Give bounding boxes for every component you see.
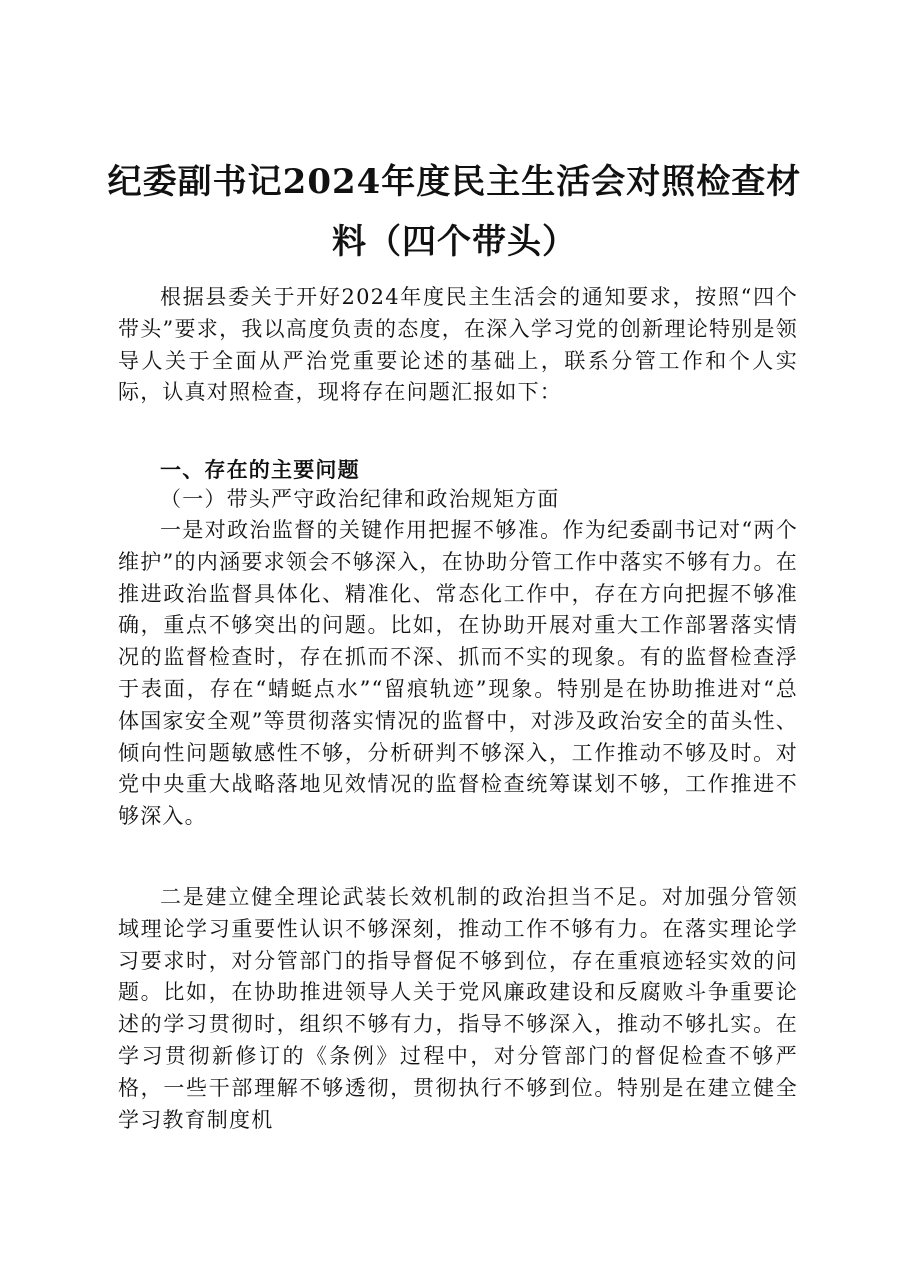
subsection-heading: （一）带头严守政治纪律和政治规矩方面 bbox=[160, 487, 560, 511]
body-paragraph-2: 二是建立健全理论武装长效机制的政治担当不足。对加强分管领域理论学习重要性认识不够深刻，推动工作不够有力。在落实理论学习要求时，对分管部门的指导督促不够到位，存在重痕迹轻实效的问题。比如，在协助推进领导人关于党风廉政建设和反腐败斗争重要论述的学习贯彻时，组织不够有力，指导不够深入，推动不够扎实。在学习贯彻新修订的《条例》过程中，对分管部门的督促检查不够严格，一些干部理解不够透彻，贯彻执行不够到位。特别是在建立健全学习教育制度机 bbox=[118, 885, 798, 1132]
document-title: 纪委副书记2024年度民主生活会对照检查材料（四个带头） bbox=[107, 162, 802, 262]
body-paragraph-1: 一是对政治监督的关键作用把握不够准。作为纪委副书记对“两个维护”的内涵要求领会不够深入，在协助分管工作中落实不够有力。在推进政治监督具体化、精准化、常态化工作中，存在方向把握不够准确，重点不够突出的问题。比如，在协助开展对重大工作部署落实情况的监督检查时，存在抓而不深、抓而不实的现象。有的监督检查浮于表面，存在“蜻蜓点水”“留痕轨迹”现象。特别是在协助推进对“总体国家安全观”等贯彻落实情况的监督中，对涉及政治安全的苗头性、倾向性问题敏感性不够，分析研判不够深入，工作推动不够及时。对党中央重大战略落地见效情况的监督检查统筹谋划不够，工作推进不够深入。 bbox=[118, 518, 798, 829]
section-heading: 一、存在的主要问题 bbox=[160, 458, 360, 482]
intro-paragraph: 根据县委关于开好2024年度民主生活会的通知要求，按照“四个带头”要求，我以高度负责的态度，在深入学习党的创新理论特别是领导人关于全面从严治党重要论述的基础上，联系分管工作和个人实际，认真对照检查，现将存在问题汇报如下： bbox=[118, 285, 798, 405]
